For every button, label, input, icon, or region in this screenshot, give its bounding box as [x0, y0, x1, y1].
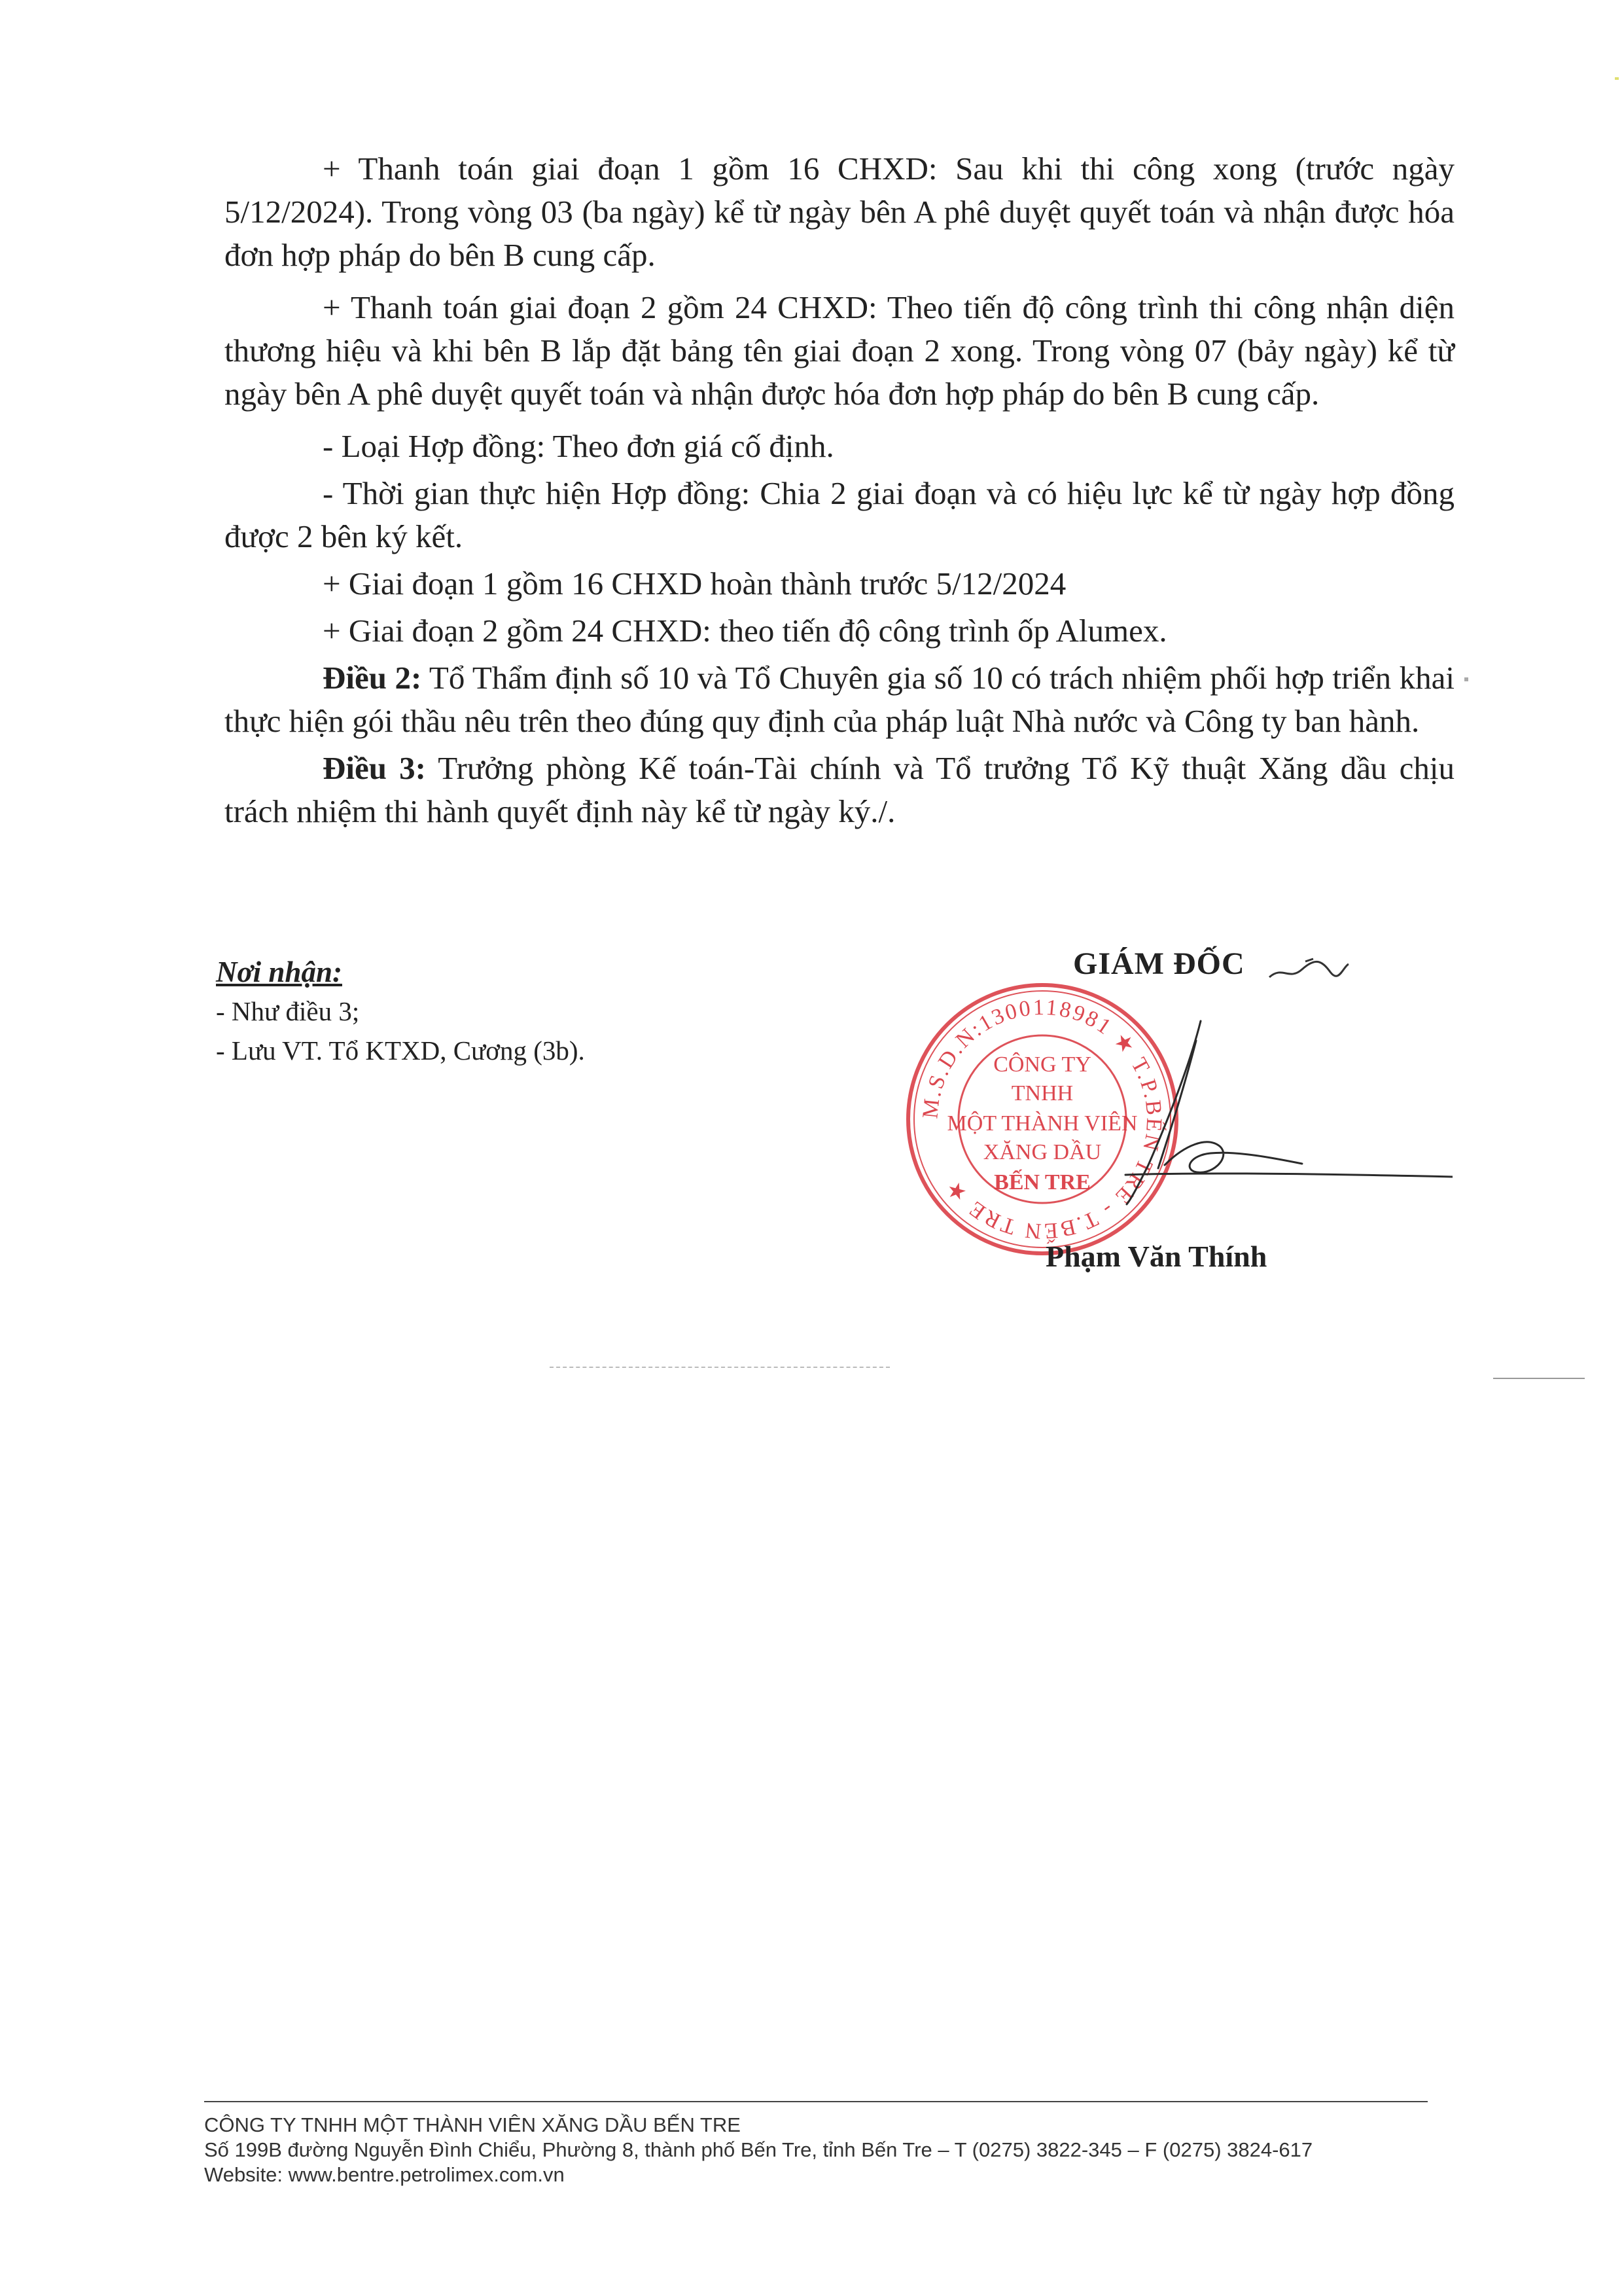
recipient-item: - Lưu VT. Tổ KTXD, Cương (3b). — [216, 1035, 585, 1066]
title-flourish-mark — [1266, 952, 1351, 985]
article-3-text: Trưởng phòng Kế toán-Tài chính và Tổ trưởng Tổ Kỹ thuật Xăng dầu chịu trách nhiệm thi hành quyết định này kể từ ngày ký./. — [224, 750, 1455, 829]
footer-address: Số 199B đường Nguyễn Đình Chiểu, Phường 8, thành phố Bến Tre, tỉnh Bến Tre – T (0275) 3822-345 – F (0275) 3824-617 — [204, 2138, 1313, 2161]
recipients-heading: Nơi nhận: — [216, 956, 342, 988]
handwritten-signature — [1086, 1001, 1453, 1224]
phase-2-deadline: + Giai đoạn 2 gồm 24 CHXD: theo tiến độ công trình ốp Alumex. — [323, 613, 1167, 649]
signer-name: Phạm Văn Thính — [1046, 1240, 1267, 1273]
seal-line-4: XĂNG DẦU — [983, 1140, 1102, 1164]
recipient-item: - Như điều 3; — [216, 996, 360, 1026]
article-3-label: Điều 3: — [323, 750, 426, 786]
seal-line-1: CÔNG TY — [993, 1052, 1091, 1077]
footer-company-name: CÔNG TY TNHH MỘT THÀNH VIÊN XĂNG DẦU BẾN TRE — [204, 2113, 741, 2136]
page-end-rule — [550, 1367, 890, 1368]
director-title: GIÁM ĐỐC — [1073, 946, 1245, 981]
seal-ring-text: M.S.D.N:1300118981 ★ T.P.BẾN TRE - T.BẾN TRE ★ — [918, 995, 1167, 1244]
seal-line-3: MỘT THÀNH VIÊN — [947, 1111, 1138, 1136]
footer-rule — [204, 2101, 1428, 2102]
footer-website: Website: www.bentre.petrolimex.com.vn — [204, 2163, 565, 2186]
margin-rule — [1493, 1378, 1585, 1379]
payment-phase-2: + Thanh toán giai đoạn 2 gồm 24 CHXD: Theo tiến độ công trình thi công nhận diện thương hiệu và khi bên B lắp đặt bảng tên giai đoạn 2 xong. Trong vòng 07 (bảy ngày) kể từ ngày bên A phê duyệt quyết toán và nhận được hóa đơn hợp pháp do bên B cung cấp. — [224, 289, 1455, 412]
contract-type: - Loại Hợp đồng: Theo đơn giá cố định. — [323, 428, 834, 464]
seal-line-5: BẾN TRE — [994, 1170, 1091, 1194]
payment-phase-1: + Thanh toán giai đoạn 1 gồm 16 CHXD: Sau khi thi công xong (trước ngày 5/12/2024). Trong vòng 03 (ba ngày) kể từ ngày bên A phê duyệt quyết toán và nhận được hóa đơn hợp pháp do bên B cung cấp. — [224, 151, 1455, 273]
phase-1-deadline: + Giai đoạn 1 gồm 16 CHXD hoàn thành trước 5/12/2024 — [323, 565, 1067, 601]
scan-mark — [1464, 677, 1468, 681]
article-3 — [224, 747, 1455, 833]
article-2-label: Điều 2: — [323, 660, 422, 696]
seal-line-2: TNHH — [1011, 1081, 1074, 1105]
decision-body — [224, 147, 1455, 837]
contract-duration: - Thời gian thực hiện Hợp đồng: Chia 2 giai đoạn và có hiệu lực kể từ ngày hợp đồng được 2 bên ký kết. — [224, 475, 1455, 554]
article-2-text: Tổ Thẩm định số 10 và Tổ Chuyên gia số 10 có trách nhiệm phối hợp triển khai thực hiện gói thầu nêu trên theo đúng quy định của pháp luật Nhà nước và Công ty ban hành. — [224, 660, 1455, 739]
recipients-block — [216, 952, 805, 1070]
article-2 — [224, 656, 1455, 743]
company-footer — [204, 2113, 1447, 2187]
scan-mark — [1615, 77, 1619, 80]
